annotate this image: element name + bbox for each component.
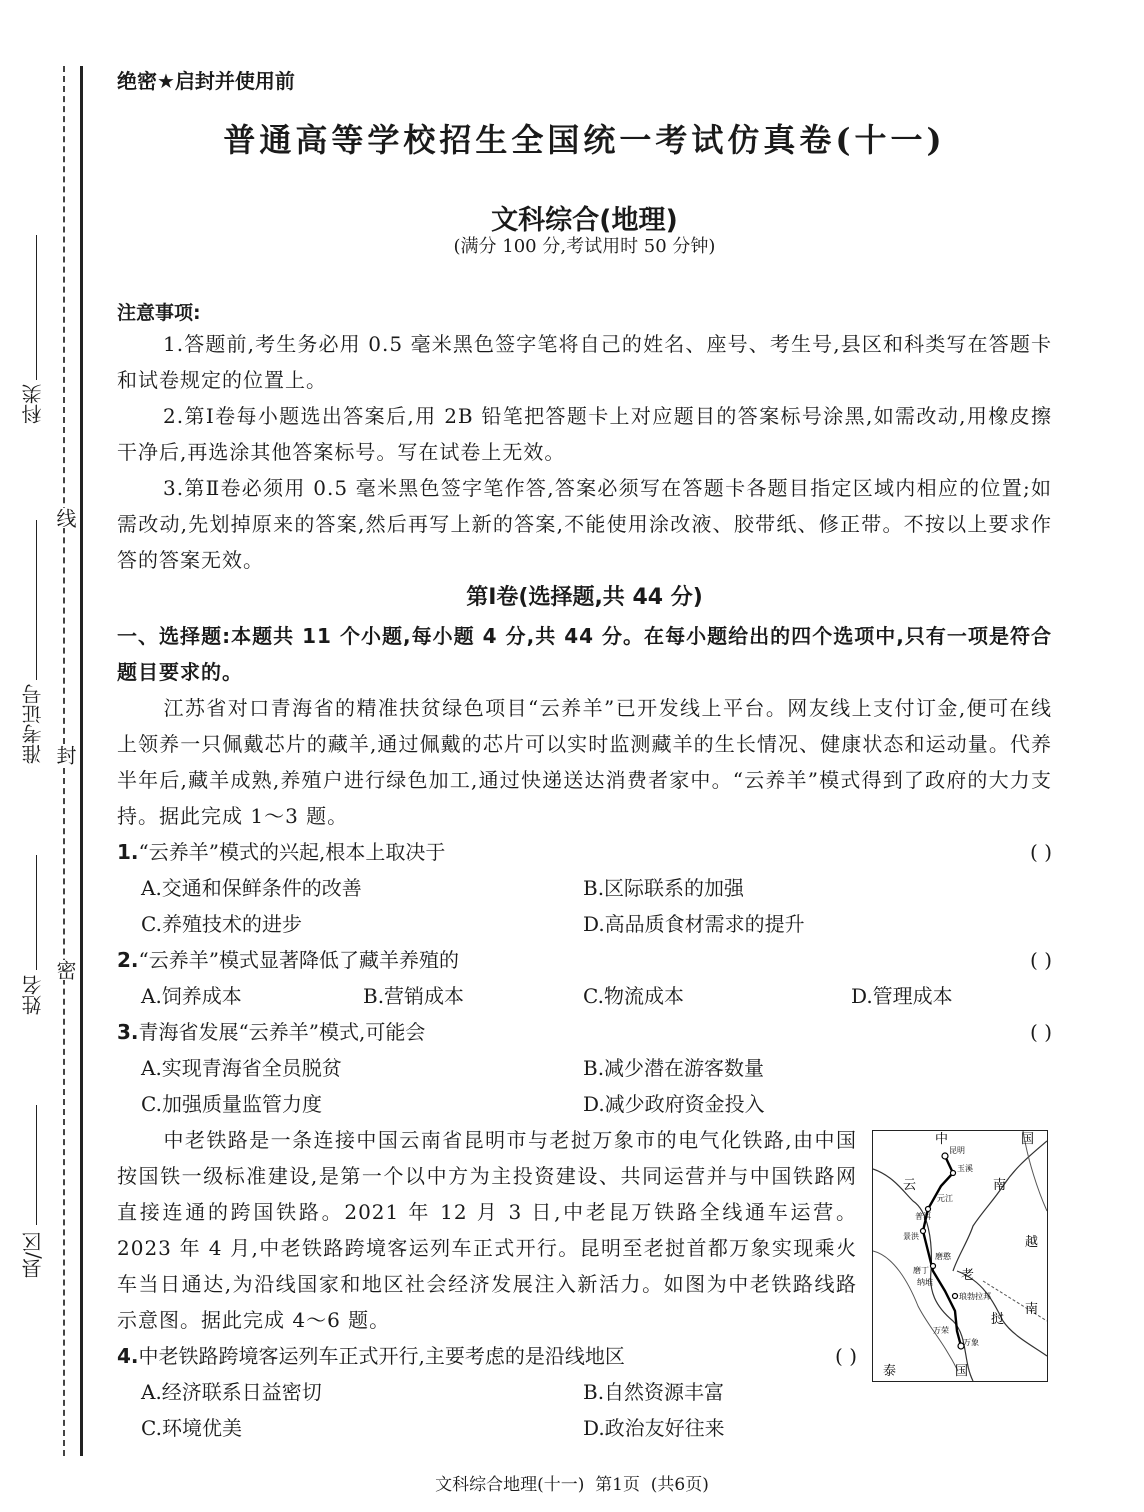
railway-line: [923, 1156, 961, 1346]
secret-mark: 绝密★启封并使用前: [117, 69, 295, 93]
option-2c: C.物流成本: [583, 984, 684, 1008]
map-label: 泰: [883, 1364, 897, 1379]
railway-map-svg: [873, 1131, 1047, 1381]
option-2b: B.营销成本: [363, 984, 465, 1008]
option-2a: A.饲养成本: [141, 984, 242, 1008]
border-line: [953, 1141, 1047, 1271]
label-kelei: 科类: [21, 384, 45, 424]
map-label: 中: [935, 1132, 949, 1147]
answer-bracket: ( ): [1030, 840, 1052, 864]
answer-bracket: ( ): [1030, 948, 1052, 972]
passage-1: 江苏省对口青海省的精准扶贫绿色项目“云养羊”已开发线上平台。网友线上支付订金,便可在线上领养一只佩戴芯片的藏羊,通过佩戴的芯片可以实时监测藏羊的生长情况、健康状态和运动量。代养半年后,藏羊成熟,养殖户进行绿色加工,通过快递送达消费者家中。“云养羊”模式得到了政府的大力支持。据此完成 1～3 题。: [117, 696, 1052, 828]
station-kunming: [942, 1153, 948, 1159]
label-xianqu: 县/区: [21, 1232, 45, 1279]
map-label: 磨憨: [935, 1252, 951, 1261]
blank-line-kelei: [36, 235, 37, 380]
binding-margin: [0, 0, 100, 1512]
blank-line-xingming: [36, 855, 37, 970]
option-4b: B.自然资源丰富: [583, 1380, 725, 1404]
question-2: 2.“云养羊”模式显著降低了藏羊养殖的 ( ): [117, 942, 1052, 978]
option-2d: D.管理成本: [851, 984, 953, 1008]
option-1b: B.区际联系的加强: [583, 876, 745, 900]
railway-map: [872, 1130, 1048, 1382]
option-3a: A.实现青海省全员脱贫: [141, 1056, 342, 1080]
notice-item-3: 3.第Ⅱ卷必须用 0.5 毫米黑色签字笔作答,答案必须写在答题卡各题目指定区域内相应的位置;如需改动,先划掉原来的答案,然后再写上新的答案,不能使用涂改液、胶带纸、修正带。不按以上要求作答的答案无效。: [117, 476, 1052, 572]
answer-bracket: ( ): [835, 1344, 857, 1368]
map-label: 南: [1025, 1302, 1039, 1317]
station-mohan: [931, 1264, 936, 1269]
section-title: 第Ⅰ卷(选择题,共 44 分): [466, 585, 703, 610]
page-footer: 文科综合地理(十一) 第1页 (共6页): [435, 1475, 709, 1495]
option-3b: B.减少潜在游客数量: [583, 1056, 765, 1080]
exam-subtitle: 文科综合(地理): [491, 205, 678, 236]
blank-line-zhunkaozheng: [36, 520, 37, 680]
station-puer: [926, 1207, 931, 1212]
map-label: 景洪: [903, 1232, 919, 1241]
station-luangprabang: [953, 1294, 958, 1299]
notice-item-1: 1.答题前,考生务必用 0.5 毫米黑色签字笔将自己的姓名、座号、考生号,县区和科类写在答题卡和试卷规定的位置上。: [117, 332, 1052, 392]
map-label: 国: [955, 1364, 969, 1379]
station-jinghong: [921, 1229, 926, 1234]
border-line: [873, 1169, 973, 1381]
option-4a: A.经济联系日益密切: [141, 1380, 322, 1404]
map-label: 云: [903, 1178, 917, 1193]
question-3: 3.青海省发展“云养羊”模式,可能会 ( ): [117, 1014, 1052, 1050]
map-label: 昆明: [949, 1146, 965, 1155]
cut-mark-mi: 密: [53, 960, 77, 980]
cut-mark-xian: 线: [53, 508, 77, 528]
map-label: 万象: [963, 1338, 979, 1347]
map-label: 万荣: [933, 1326, 949, 1335]
option-1c: C.养殖技术的进步: [141, 912, 302, 936]
passage-2: 中老铁路是一条连接中国云南省昆明市与老挝万象市的电气化铁路,由中国按国铁一级标准建设,是第一个以中方为主投资建设、共同运营并与中国铁路网直接连通的跨国铁路。2021 年 12 月 3 日,中老昆万铁路全线通车运营。2023 年 4 月,中老铁路跨境客运列车正式开行。昆明至老挝首都万象实现乘火车当日通达,为沿线国家和地区社会经济发展注入新活力。如图为中老铁路线路示意图。据此完成 4～6 题。: [117, 1128, 857, 1332]
label-xingming: 姓名: [21, 975, 45, 1015]
option-1a: A.交通和保鲜条件的改善: [141, 876, 362, 900]
map-label: 纳堆: [917, 1278, 933, 1287]
map-label: 南: [993, 1178, 1007, 1193]
section-instruction: 一、选择题:本题共 11 个小题,每小题 4 分,共 44 分。在每小题给出的四个选项中,只有一项是符合题目要求的。: [117, 624, 1052, 684]
question-1: 1.“云养羊”模式的兴起,根本上取决于 ( ): [117, 834, 1052, 870]
map-label: 国: [1021, 1132, 1035, 1147]
option-4c: C.环境优美: [141, 1416, 242, 1440]
notice-item-2: 2.第Ⅰ卷每小题选出答案后,用 2B 铅笔把答题卡上对应题目的答案标号涂黑,如需改动,用橡皮擦干净后,再选涂其他答案标号。写在试卷上无效。: [117, 404, 1052, 464]
question-4: 4.中老铁路跨境客运列车正式开行,主要考虑的是沿线地区 ( ): [117, 1338, 857, 1374]
map-label: 磨丁: [913, 1266, 929, 1275]
binding-line: [80, 66, 83, 1456]
map-label: 老: [961, 1268, 975, 1283]
map-label: 挝: [991, 1312, 1005, 1327]
notice-heading: 注意事项:: [117, 302, 201, 324]
map-label: 玉溪: [957, 1164, 973, 1173]
station-yuxi: [951, 1171, 956, 1176]
option-1d: D.高品质食材需求的提升: [583, 912, 805, 936]
map-label: 琅勃拉邦: [959, 1292, 991, 1301]
blank-line-xianqu: [36, 1105, 37, 1225]
exam-title: 普通高等学校招生全国统一考试仿真卷(十一): [223, 121, 946, 159]
option-3c: C.加强质量监管力度: [141, 1092, 322, 1116]
option-4d: D.政治友好往来: [583, 1416, 725, 1440]
label-zhunkaozheng: 准考证号: [21, 684, 45, 764]
answer-bracket: ( ): [1030, 1020, 1052, 1044]
score-time: (满分 100 分,考试用时 50 分钟): [453, 236, 716, 257]
map-label: 普洱: [915, 1212, 931, 1221]
map-label: 越: [1025, 1235, 1039, 1250]
option-3d: D.减少政府资金投入: [583, 1092, 765, 1116]
map-label: 元江: [937, 1194, 953, 1203]
cut-mark-feng: 封: [53, 745, 77, 765]
